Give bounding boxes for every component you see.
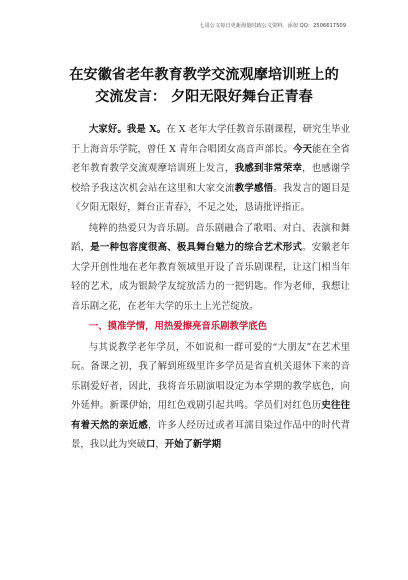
document-title [56,64,352,108]
body-text: ，许多人经历过或者耳濡目染过作品中的时代背景，我以此为突破 [71,419,350,450]
emphasis-text: 开始了新学期 [164,439,222,450]
body-text: 。我发言的题目是《夕阳无限好，舞台正青春》，不足之处，恳请批评指正。 [71,182,350,213]
emphasis-text: 我感到非常荣幸 [234,163,303,174]
header-note: 七哥公文每日更新海量时政公文资料，添加 QQ：2506617509 [199,23,346,29]
document-body [71,120,350,455]
body-text: ，也感谢学校给予我这次机会站在这里和大家交流 [71,163,350,194]
paragraph-greeting [71,120,350,218]
emphasis-text: 是一种包容度很高、极具舞台魅力的综合艺术形式 [90,242,303,253]
title-line-1: 在安徽省老年教育教学交流观摩培训班上的 [69,67,339,83]
body-text: 纯粹的热爱只为音乐剧。音乐剧融合了歌唱、对白、表演和舞蹈， [71,222,350,253]
body-text: 。安徽老年大学开创性地在老年教育领域里开设了音乐剧课程，让这门相当年轻的艺术，成为银龄学友绽放活力的一把钥匙。作为老师，我想让音乐剧之花，在老年大学的乐土上光芒绽放。 [71,242,350,312]
body-text: 能在全省老年教育教学交流观摩培训班上发言， [71,143,350,174]
body-text: 在 X 老年大学任教音乐剧课程，研究生毕业于上海音乐学院，曾任 X 青年合唱团女高音声部长。 [71,124,351,155]
body-text: 与其说教学老年学员，不如说和一群可爱的“大朋友”在艺术里玩。备课之初，我了解到班级里许多学员是省直机关退休下来的音乐剧爱好者，因此，我将音乐剧演唱设定为本学期的教学底色，向外延伸。新课伊始，用红色戏剧引起共鸣。学员们对红色历 [71,341,350,411]
emphasis-text: 教学感悟 [234,182,274,194]
section-heading-1: 一、摸准学情，用热爱擦亮音乐剧教学底色 [88,321,267,332]
emphasis-text: 口 [146,439,156,450]
emphasis-text: 大家好。我是 X。 [88,124,167,135]
title-line-2: 交流发言： 夕阳无限好舞台正青春 [95,89,313,105]
body-text: ， [155,439,165,450]
paragraph-musical-intro [71,219,350,317]
emphasis-text: 今天 [293,143,313,155]
paragraph-student-situation [71,338,350,455]
emphasis-text: 史往往有着天然的亲近感 [71,400,350,431]
